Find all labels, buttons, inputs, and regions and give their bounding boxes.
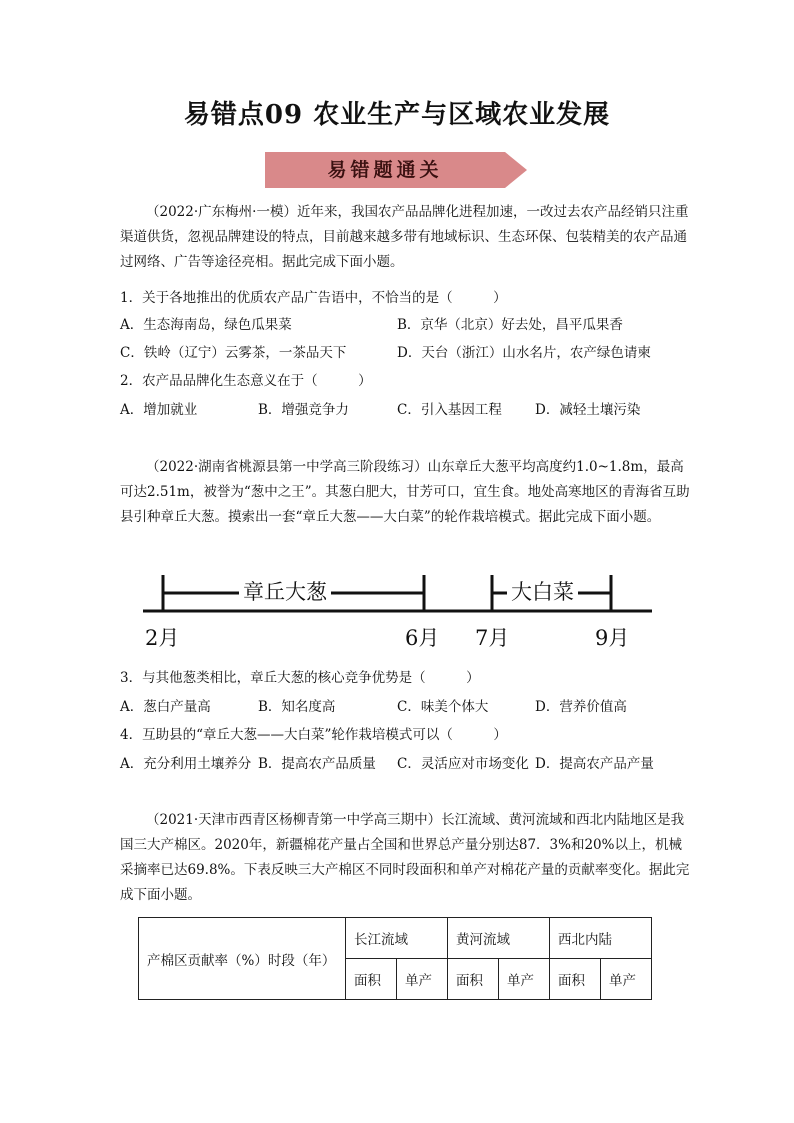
table-subheader-cell: 面积: [346, 959, 397, 1000]
table-subheader-cell: 单产: [499, 959, 550, 1000]
table-subheader-cell: 单产: [601, 959, 652, 1000]
table-region-header: 黄河流域: [448, 918, 550, 959]
q2-option-a: A．增加就业: [120, 402, 198, 418]
section-banner: [265, 152, 527, 188]
q1-option-b: B．京华（北京）好去处，昌平瓜果香: [397, 317, 623, 333]
timeline-segment-1: 章丘大葱: [239, 579, 331, 605]
passage-2: [120, 455, 690, 530]
cotton-contribution-table: [138, 917, 652, 1000]
banner-label: 易错题通关: [327, 159, 443, 181]
timeline-month-jun: 6月: [405, 626, 440, 650]
table-corner-cell: 产棉区贡献率（%）时段（年）: [139, 918, 346, 1000]
q3-option-c: C．味美个体大: [397, 699, 489, 715]
q1-option-c: C．铁岭（辽宁）云雾茶，一茶品天下: [120, 345, 347, 361]
table-region-header: 西北内陆: [550, 918, 652, 959]
table-subheader-cell: 单产: [397, 959, 448, 1000]
q3-option-a: A．葱白产量高: [120, 699, 211, 715]
q4-option-a: A．充分利用土壤养分: [120, 756, 252, 772]
q3-option-d: D．营养价值高: [535, 699, 627, 715]
q2-option-b: B．增强竞争力: [258, 402, 349, 418]
q4-option-d: D．提高农产品产量: [535, 756, 654, 772]
table-region-header: 长江流域: [346, 918, 448, 959]
passage-1-text: （2022·广东梅州·一模）近年来，我国农产品品牌化进程加速，一改过去农产品经销只注重渠道供货，忽视品牌建设的特点，目前越来越多带有地域标识、生态环保、包装精美的农产品通过网络、广告等途径亮相。据此完成下面小题。: [120, 204, 689, 270]
passage-1: [120, 200, 690, 275]
timeline-month-jul: 7月: [475, 626, 510, 650]
q1-option-a: A．生态海南岛，绿色瓜果菜: [120, 317, 292, 333]
passage-3-text: （2021·天津市西青区杨柳青第一中学高三期中）长江流域、黄河流域和西北内陆地区是我国三大产棉区。2020年，新疆棉花产量占全国和世界总产量分别达87．3%和20%以上，机械采摘率已达69.8%。下表反映三大产棉区不同时段面积和单产对棉花产量的贡献率变化。据此完成下面小题。: [120, 812, 690, 903]
table-header-row: [139, 918, 652, 959]
q3-option-b: B．知名度高: [258, 699, 336, 715]
q4-option-b: B．提高农产品质量: [258, 756, 376, 772]
timeline-segment-2: 大白菜: [507, 579, 578, 605]
timeline-month-sep: 9月: [595, 626, 630, 650]
q1-option-d: D．天台（浙江）山水名片，农产绿色请柬: [397, 345, 651, 361]
timeline-month-feb: 2月: [145, 626, 180, 650]
question-3-stem: 3．与其他葱类相比，章丘大葱的核心竞争优势是（ ）: [120, 670, 480, 686]
q4-option-c: C．灵活应对市场变化: [397, 756, 529, 772]
q2-option-d: D．减轻土壤污染: [535, 402, 641, 418]
crop-rotation-timeline: [135, 565, 660, 660]
question-1-stem: 1．关于各地推出的优质农产品广告语中，不恰当的是（ ）: [120, 290, 507, 306]
timeline-lines: [135, 565, 660, 660]
question-2-stem: 2．农产品品牌化生态意义在于（ ）: [120, 373, 372, 389]
passage-2-text: （2022·湖南省桃源县第一中学高三阶段练习）山东章丘大葱平均高度约1.0~1.8m，最高可达2.51m，被誉为“葱中之王”。其葱白肥大，甘芳可口，宜生食。地处高寒地区的青海省互助县引种章丘大葱。摸索出一套“章丘大葱——大白菜”的轮作栽培模式。据此完成下面小题。: [120, 459, 690, 525]
table-subheader-cell: 面积: [550, 959, 601, 1000]
question-4-stem: 4．互助县的“章丘大葱——大白菜”轮作栽培模式可以（ ）: [120, 727, 507, 743]
page-title: 易错点09 农业生产与区域农业发展: [183, 100, 611, 130]
passage-3: [120, 808, 690, 908]
q2-option-c: C．引入基因工程: [397, 402, 502, 418]
table-subheader-cell: 面积: [448, 959, 499, 1000]
